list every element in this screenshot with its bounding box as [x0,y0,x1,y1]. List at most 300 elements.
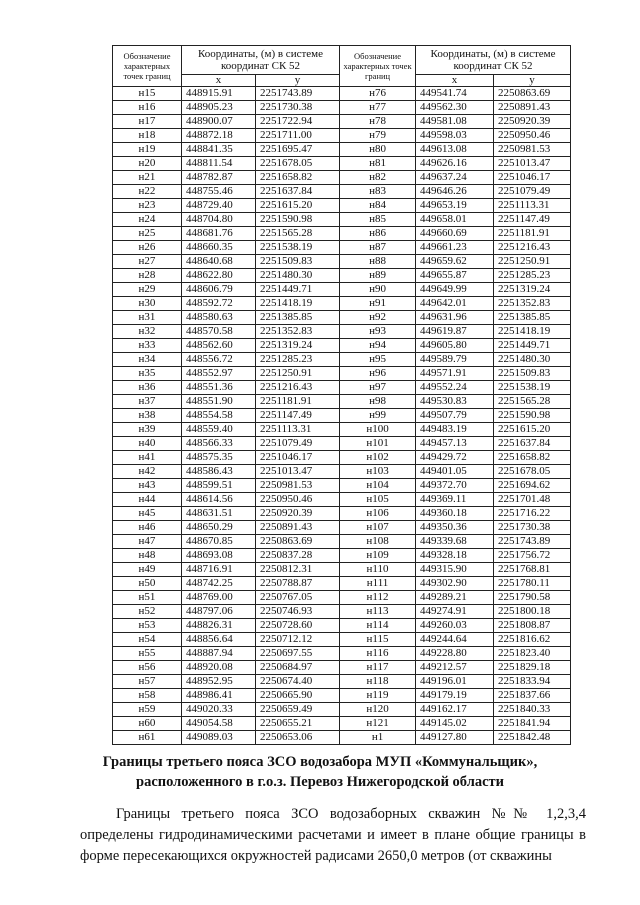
x-coordinate-cell: 448986.41 [182,689,256,703]
table-row [113,143,571,157]
x-coordinate-cell: 449571.91 [416,367,494,381]
point-id-cell: н84 [340,199,416,213]
y-coordinate-cell: 2251658.82 [494,451,571,465]
table-row [113,157,571,171]
x-coordinate-cell: 449653.19 [416,199,494,213]
table-row [113,437,571,451]
table-row [113,283,571,297]
point-id-cell: н34 [113,353,182,367]
table-row [113,633,571,647]
point-id-cell: н56 [113,661,182,675]
table-body [113,87,571,745]
x-coordinate-cell: 449260.03 [416,619,494,633]
x-coordinate-cell: 448599.51 [182,479,256,493]
y-coordinate-cell: 2250863.69 [494,87,571,101]
y-coordinate-cell: 2250767.05 [256,591,340,605]
point-id-cell: н35 [113,367,182,381]
x-coordinate-cell: 448905.23 [182,101,256,115]
section-heading: Границы третьего пояса ЗСО водозабора МУП «Коммунальщик», расположенного в г.о.з. Перевоз Нижегородской области [102,754,538,790]
x-coordinate-cell: 449457.13 [416,437,494,451]
x-coordinate-cell: 449530.83 [416,395,494,409]
point-id-cell: н120 [340,703,416,717]
x-coordinate-cell: 448755.46 [182,185,256,199]
header-point-right: Обозначение характерных точек границ [340,46,416,87]
y-coordinate-cell: 2250653.06 [256,731,340,745]
x-coordinate-cell: 449289.21 [416,591,494,605]
x-coordinate-cell: 448693.08 [182,549,256,563]
x-coordinate-cell: 449483.19 [416,423,494,437]
x-coordinate-cell: 449626.16 [416,157,494,171]
x-coordinate-cell: 449581.08 [416,115,494,129]
table-row [113,255,571,269]
x-coordinate-cell: 449631.96 [416,311,494,325]
table-row [113,731,571,745]
x-coordinate-cell: 449649.99 [416,283,494,297]
x-coordinate-cell: 448856.64 [182,633,256,647]
table-row [113,661,571,675]
point-id-cell: н61 [113,731,182,745]
x-coordinate-cell: 449328.18 [416,549,494,563]
point-id-cell: н32 [113,325,182,339]
point-id-cell: н89 [340,269,416,283]
table-row [113,381,571,395]
x-coordinate-cell: 448580.63 [182,311,256,325]
y-coordinate-cell: 2250863.69 [256,535,340,549]
x-coordinate-cell: 448920.08 [182,661,256,675]
point-id-cell: н18 [113,129,182,143]
y-coordinate-cell: 2251285.23 [494,269,571,283]
point-id-cell: н23 [113,199,182,213]
point-id-cell: н77 [340,101,416,115]
y-coordinate-cell: 2251046.17 [256,451,340,465]
x-coordinate-cell: 449507.79 [416,409,494,423]
table-row [113,185,571,199]
y-coordinate-cell: 2251352.83 [256,325,340,339]
point-id-cell: н50 [113,577,182,591]
point-id-cell: н27 [113,255,182,269]
y-coordinate-cell: 2251319.24 [256,339,340,353]
x-coordinate-cell: 449274.91 [416,605,494,619]
y-coordinate-cell: 2251590.98 [256,213,340,227]
y-coordinate-cell: 2251816.62 [494,633,571,647]
header-y-left: y [256,75,340,87]
point-id-cell: н51 [113,591,182,605]
point-id-cell: н98 [340,395,416,409]
y-coordinate-cell: 2251181.91 [494,227,571,241]
x-coordinate-cell: 449589.79 [416,353,494,367]
y-coordinate-cell: 2251079.49 [494,185,571,199]
point-id-cell: н53 [113,619,182,633]
point-id-cell: н41 [113,451,182,465]
table-row [113,647,571,661]
point-id-cell: н101 [340,437,416,451]
table-row [113,689,571,703]
point-id-cell: н108 [340,535,416,549]
table-row [113,339,571,353]
point-id-cell: н45 [113,507,182,521]
point-id-cell: н118 [340,675,416,689]
table-row [113,311,571,325]
point-id-cell: н22 [113,185,182,199]
x-coordinate-cell: 449145.02 [416,717,494,731]
x-coordinate-cell: 448562.60 [182,339,256,353]
point-id-cell: н90 [340,283,416,297]
table-row [113,423,571,437]
x-coordinate-cell: 449613.08 [416,143,494,157]
point-id-cell: н113 [340,605,416,619]
y-coordinate-cell: 2250812.31 [256,563,340,577]
x-coordinate-cell: 449244.64 [416,633,494,647]
y-coordinate-cell: 2251147.49 [494,213,571,227]
table-row [113,101,571,115]
point-id-cell: н52 [113,605,182,619]
point-id-cell: н110 [340,563,416,577]
point-id-cell: н81 [340,157,416,171]
y-coordinate-cell: 2251590.98 [494,409,571,423]
point-id-cell: н99 [340,409,416,423]
point-id-cell: н93 [340,325,416,339]
y-coordinate-cell: 2251216.43 [494,241,571,255]
point-id-cell: н48 [113,549,182,563]
table-row [113,199,571,213]
x-coordinate-cell: 448670.85 [182,535,256,549]
x-coordinate-cell: 449541.74 [416,87,494,101]
table-row [113,507,571,521]
x-coordinate-cell: 448650.29 [182,521,256,535]
point-id-cell: н95 [340,353,416,367]
x-coordinate-cell: 449372.70 [416,479,494,493]
table-row [113,703,571,717]
coordinates-table [112,45,571,745]
point-id-cell: н117 [340,661,416,675]
x-coordinate-cell: 448606.79 [182,283,256,297]
point-id-cell: н116 [340,647,416,661]
point-id-cell: н96 [340,367,416,381]
point-id-cell: н105 [340,493,416,507]
x-coordinate-cell: 448782.87 [182,171,256,185]
y-coordinate-cell: 2251013.47 [256,465,340,479]
table-row [113,675,571,689]
y-coordinate-cell: 2251449.71 [494,339,571,353]
y-coordinate-cell: 2251418.19 [494,325,571,339]
x-coordinate-cell: 449350.36 [416,521,494,535]
point-id-cell: н37 [113,395,182,409]
point-id-cell: н44 [113,493,182,507]
point-id-cell: н20 [113,157,182,171]
header-system-right: Координаты, (м) в системе координат СК 52 [416,46,571,75]
y-coordinate-cell: 2250674.40 [256,675,340,689]
table-row [113,129,571,143]
y-coordinate-cell: 2250788.87 [256,577,340,591]
point-id-cell: н114 [340,619,416,633]
y-coordinate-cell: 2250981.53 [256,479,340,493]
table-row [113,269,571,283]
x-coordinate-cell: 449659.62 [416,255,494,269]
point-id-cell: н115 [340,633,416,647]
x-coordinate-cell: 449360.18 [416,507,494,521]
point-id-cell: н1 [340,731,416,745]
y-coordinate-cell: 2251046.17 [494,171,571,185]
y-coordinate-cell: 2251538.19 [494,381,571,395]
point-id-cell: н86 [340,227,416,241]
table-row [113,353,571,367]
point-id-cell: н40 [113,437,182,451]
point-id-cell: н119 [340,689,416,703]
point-id-cell: н97 [340,381,416,395]
y-coordinate-cell: 2251837.66 [494,689,571,703]
x-coordinate-cell: 449339.68 [416,535,494,549]
point-id-cell: н42 [113,465,182,479]
y-coordinate-cell: 2251538.19 [256,241,340,255]
x-coordinate-cell: 449228.80 [416,647,494,661]
x-coordinate-cell: 448716.91 [182,563,256,577]
table-row [113,549,571,563]
x-coordinate-cell: 448704.80 [182,213,256,227]
x-coordinate-cell: 448622.80 [182,269,256,283]
y-coordinate-cell: 2251079.49 [256,437,340,451]
point-id-cell: н82 [340,171,416,185]
table-row [113,87,571,101]
header-y-right: y [494,75,571,87]
x-coordinate-cell: 448631.51 [182,507,256,521]
table-row [113,521,571,535]
table-row [113,325,571,339]
x-coordinate-cell: 448952.95 [182,675,256,689]
x-coordinate-cell: 448915.91 [182,87,256,101]
x-coordinate-cell: 449660.69 [416,227,494,241]
y-coordinate-cell: 2251780.11 [494,577,571,591]
y-coordinate-cell: 2251385.85 [256,311,340,325]
y-coordinate-cell: 2250684.97 [256,661,340,675]
y-coordinate-cell: 2251800.18 [494,605,571,619]
x-coordinate-cell: 449598.03 [416,129,494,143]
x-coordinate-cell: 448769.00 [182,591,256,605]
x-coordinate-cell: 449089.03 [182,731,256,745]
x-coordinate-cell: 448729.40 [182,199,256,213]
table-row [113,451,571,465]
y-coordinate-cell: 2251615.20 [256,199,340,213]
x-coordinate-cell: 449020.33 [182,703,256,717]
point-id-cell: н21 [113,171,182,185]
point-id-cell: н16 [113,101,182,115]
point-id-cell: н49 [113,563,182,577]
y-coordinate-cell: 2251695.47 [256,143,340,157]
x-coordinate-cell: 449661.23 [416,241,494,255]
x-coordinate-cell: 448681.76 [182,227,256,241]
y-coordinate-cell: 2251013.47 [494,157,571,171]
point-id-cell: н28 [113,269,182,283]
y-coordinate-cell: 2251833.94 [494,675,571,689]
point-id-cell: н38 [113,409,182,423]
x-coordinate-cell: 449054.58 [182,717,256,731]
point-id-cell: н112 [340,591,416,605]
y-coordinate-cell: 2251147.49 [256,409,340,423]
point-id-cell: н59 [113,703,182,717]
point-id-cell: н26 [113,241,182,255]
y-coordinate-cell: 2251701.48 [494,493,571,507]
y-coordinate-cell: 2250920.39 [256,507,340,521]
y-coordinate-cell: 2250659.49 [256,703,340,717]
y-coordinate-cell: 2250655.21 [256,717,340,731]
x-coordinate-cell: 448554.58 [182,409,256,423]
y-coordinate-cell: 2251730.38 [494,521,571,535]
table-row [113,591,571,605]
x-coordinate-cell: 449196.01 [416,675,494,689]
point-id-cell: н25 [113,227,182,241]
y-coordinate-cell: 2251756.72 [494,549,571,563]
point-id-cell: н78 [340,115,416,129]
y-coordinate-cell: 2250891.43 [256,521,340,535]
point-id-cell: н24 [113,213,182,227]
point-id-cell: н76 [340,87,416,101]
y-coordinate-cell: 2251113.31 [494,199,571,213]
y-coordinate-cell: 2251250.91 [256,367,340,381]
x-coordinate-cell: 448887.94 [182,647,256,661]
x-coordinate-cell: 449369.11 [416,493,494,507]
y-coordinate-cell: 2251743.89 [494,535,571,549]
table-row [113,115,571,129]
table-row [113,717,571,731]
header-x-left: x [182,75,256,87]
point-id-cell: н39 [113,423,182,437]
x-coordinate-cell: 448660.35 [182,241,256,255]
point-id-cell: н46 [113,521,182,535]
y-coordinate-cell: 2251480.30 [256,269,340,283]
point-id-cell: н88 [340,255,416,269]
table-row [113,619,571,633]
point-id-cell: н29 [113,283,182,297]
table-row [113,577,571,591]
point-id-cell: н55 [113,647,182,661]
table-row [113,395,571,409]
point-id-cell: н94 [340,339,416,353]
x-coordinate-cell: 449637.24 [416,171,494,185]
y-coordinate-cell: 2250746.93 [256,605,340,619]
y-coordinate-cell: 2250891.43 [494,101,571,115]
y-coordinate-cell: 2251509.83 [256,255,340,269]
point-id-cell: н92 [340,311,416,325]
y-coordinate-cell: 2250665.90 [256,689,340,703]
x-coordinate-cell: 449619.87 [416,325,494,339]
y-coordinate-cell: 2251658.82 [256,171,340,185]
x-coordinate-cell: 449552.24 [416,381,494,395]
y-coordinate-cell: 2251285.23 [256,353,340,367]
x-coordinate-cell: 448640.68 [182,255,256,269]
y-coordinate-cell: 2251716.22 [494,507,571,521]
x-coordinate-cell: 448575.35 [182,451,256,465]
header-point-left: Обозначение характерных точек границ [113,46,182,87]
point-id-cell: н83 [340,185,416,199]
x-coordinate-cell: 448826.31 [182,619,256,633]
y-coordinate-cell: 2250837.28 [256,549,340,563]
point-id-cell: н57 [113,675,182,689]
table-row [113,605,571,619]
y-coordinate-cell: 2251808.87 [494,619,571,633]
x-coordinate-cell: 449429.72 [416,451,494,465]
point-id-cell: н43 [113,479,182,493]
point-id-cell: н36 [113,381,182,395]
table-row [113,227,571,241]
y-coordinate-cell: 2251418.19 [256,297,340,311]
point-id-cell: н54 [113,633,182,647]
x-coordinate-cell: 448614.56 [182,493,256,507]
x-coordinate-cell: 448872.18 [182,129,256,143]
point-id-cell: н60 [113,717,182,731]
y-coordinate-cell: 2251730.38 [256,101,340,115]
x-coordinate-cell: 449658.01 [416,213,494,227]
x-coordinate-cell: 449179.19 [416,689,494,703]
y-coordinate-cell: 2251829.18 [494,661,571,675]
x-coordinate-cell: 448552.97 [182,367,256,381]
x-coordinate-cell: 448592.72 [182,297,256,311]
x-coordinate-cell: 448900.07 [182,115,256,129]
point-id-cell: н58 [113,689,182,703]
y-coordinate-cell: 2250728.60 [256,619,340,633]
x-coordinate-cell: 448551.36 [182,381,256,395]
x-coordinate-cell: 448559.40 [182,423,256,437]
point-id-cell: н107 [340,521,416,535]
x-coordinate-cell: 448556.72 [182,353,256,367]
y-coordinate-cell: 2251823.40 [494,647,571,661]
x-coordinate-cell: 448570.58 [182,325,256,339]
y-coordinate-cell: 2251449.71 [256,283,340,297]
point-id-cell: н100 [340,423,416,437]
y-coordinate-cell: 2251250.91 [494,255,571,269]
table-row [113,535,571,549]
y-coordinate-cell: 2251216.43 [256,381,340,395]
y-coordinate-cell: 2251841.94 [494,717,571,731]
y-coordinate-cell: 2251840.33 [494,703,571,717]
table-row [113,171,571,185]
y-coordinate-cell: 2251790.58 [494,591,571,605]
x-coordinate-cell: 448551.90 [182,395,256,409]
header-x-right: x [416,75,494,87]
point-id-cell: н85 [340,213,416,227]
table-row [113,409,571,423]
point-id-cell: н103 [340,465,416,479]
table-row [113,367,571,381]
y-coordinate-cell: 2251694.62 [494,479,571,493]
y-coordinate-cell: 2251509.83 [494,367,571,381]
point-id-cell: н31 [113,311,182,325]
y-coordinate-cell: 2251711.00 [256,129,340,143]
point-id-cell: н47 [113,535,182,549]
y-coordinate-cell: 2251615.20 [494,423,571,437]
y-coordinate-cell: 2250697.55 [256,647,340,661]
y-coordinate-cell: 2250950.46 [494,129,571,143]
x-coordinate-cell: 448811.54 [182,157,256,171]
x-coordinate-cell: 449302.90 [416,577,494,591]
point-id-cell: н102 [340,451,416,465]
x-coordinate-cell: 449315.90 [416,563,494,577]
y-coordinate-cell: 2251352.83 [494,297,571,311]
point-id-cell: н17 [113,115,182,129]
y-coordinate-cell: 2251842.48 [494,731,571,745]
table-row [113,563,571,577]
point-id-cell: н19 [113,143,182,157]
x-coordinate-cell: 448841.35 [182,143,256,157]
y-coordinate-cell: 2251678.05 [256,157,340,171]
y-coordinate-cell: 2250981.53 [494,143,571,157]
y-coordinate-cell: 2251565.28 [256,227,340,241]
point-id-cell: н30 [113,297,182,311]
table-row [113,213,571,227]
table-row [113,479,571,493]
x-coordinate-cell: 449562.30 [416,101,494,115]
point-id-cell: н15 [113,87,182,101]
point-id-cell: н111 [340,577,416,591]
y-coordinate-cell: 2251678.05 [494,465,571,479]
